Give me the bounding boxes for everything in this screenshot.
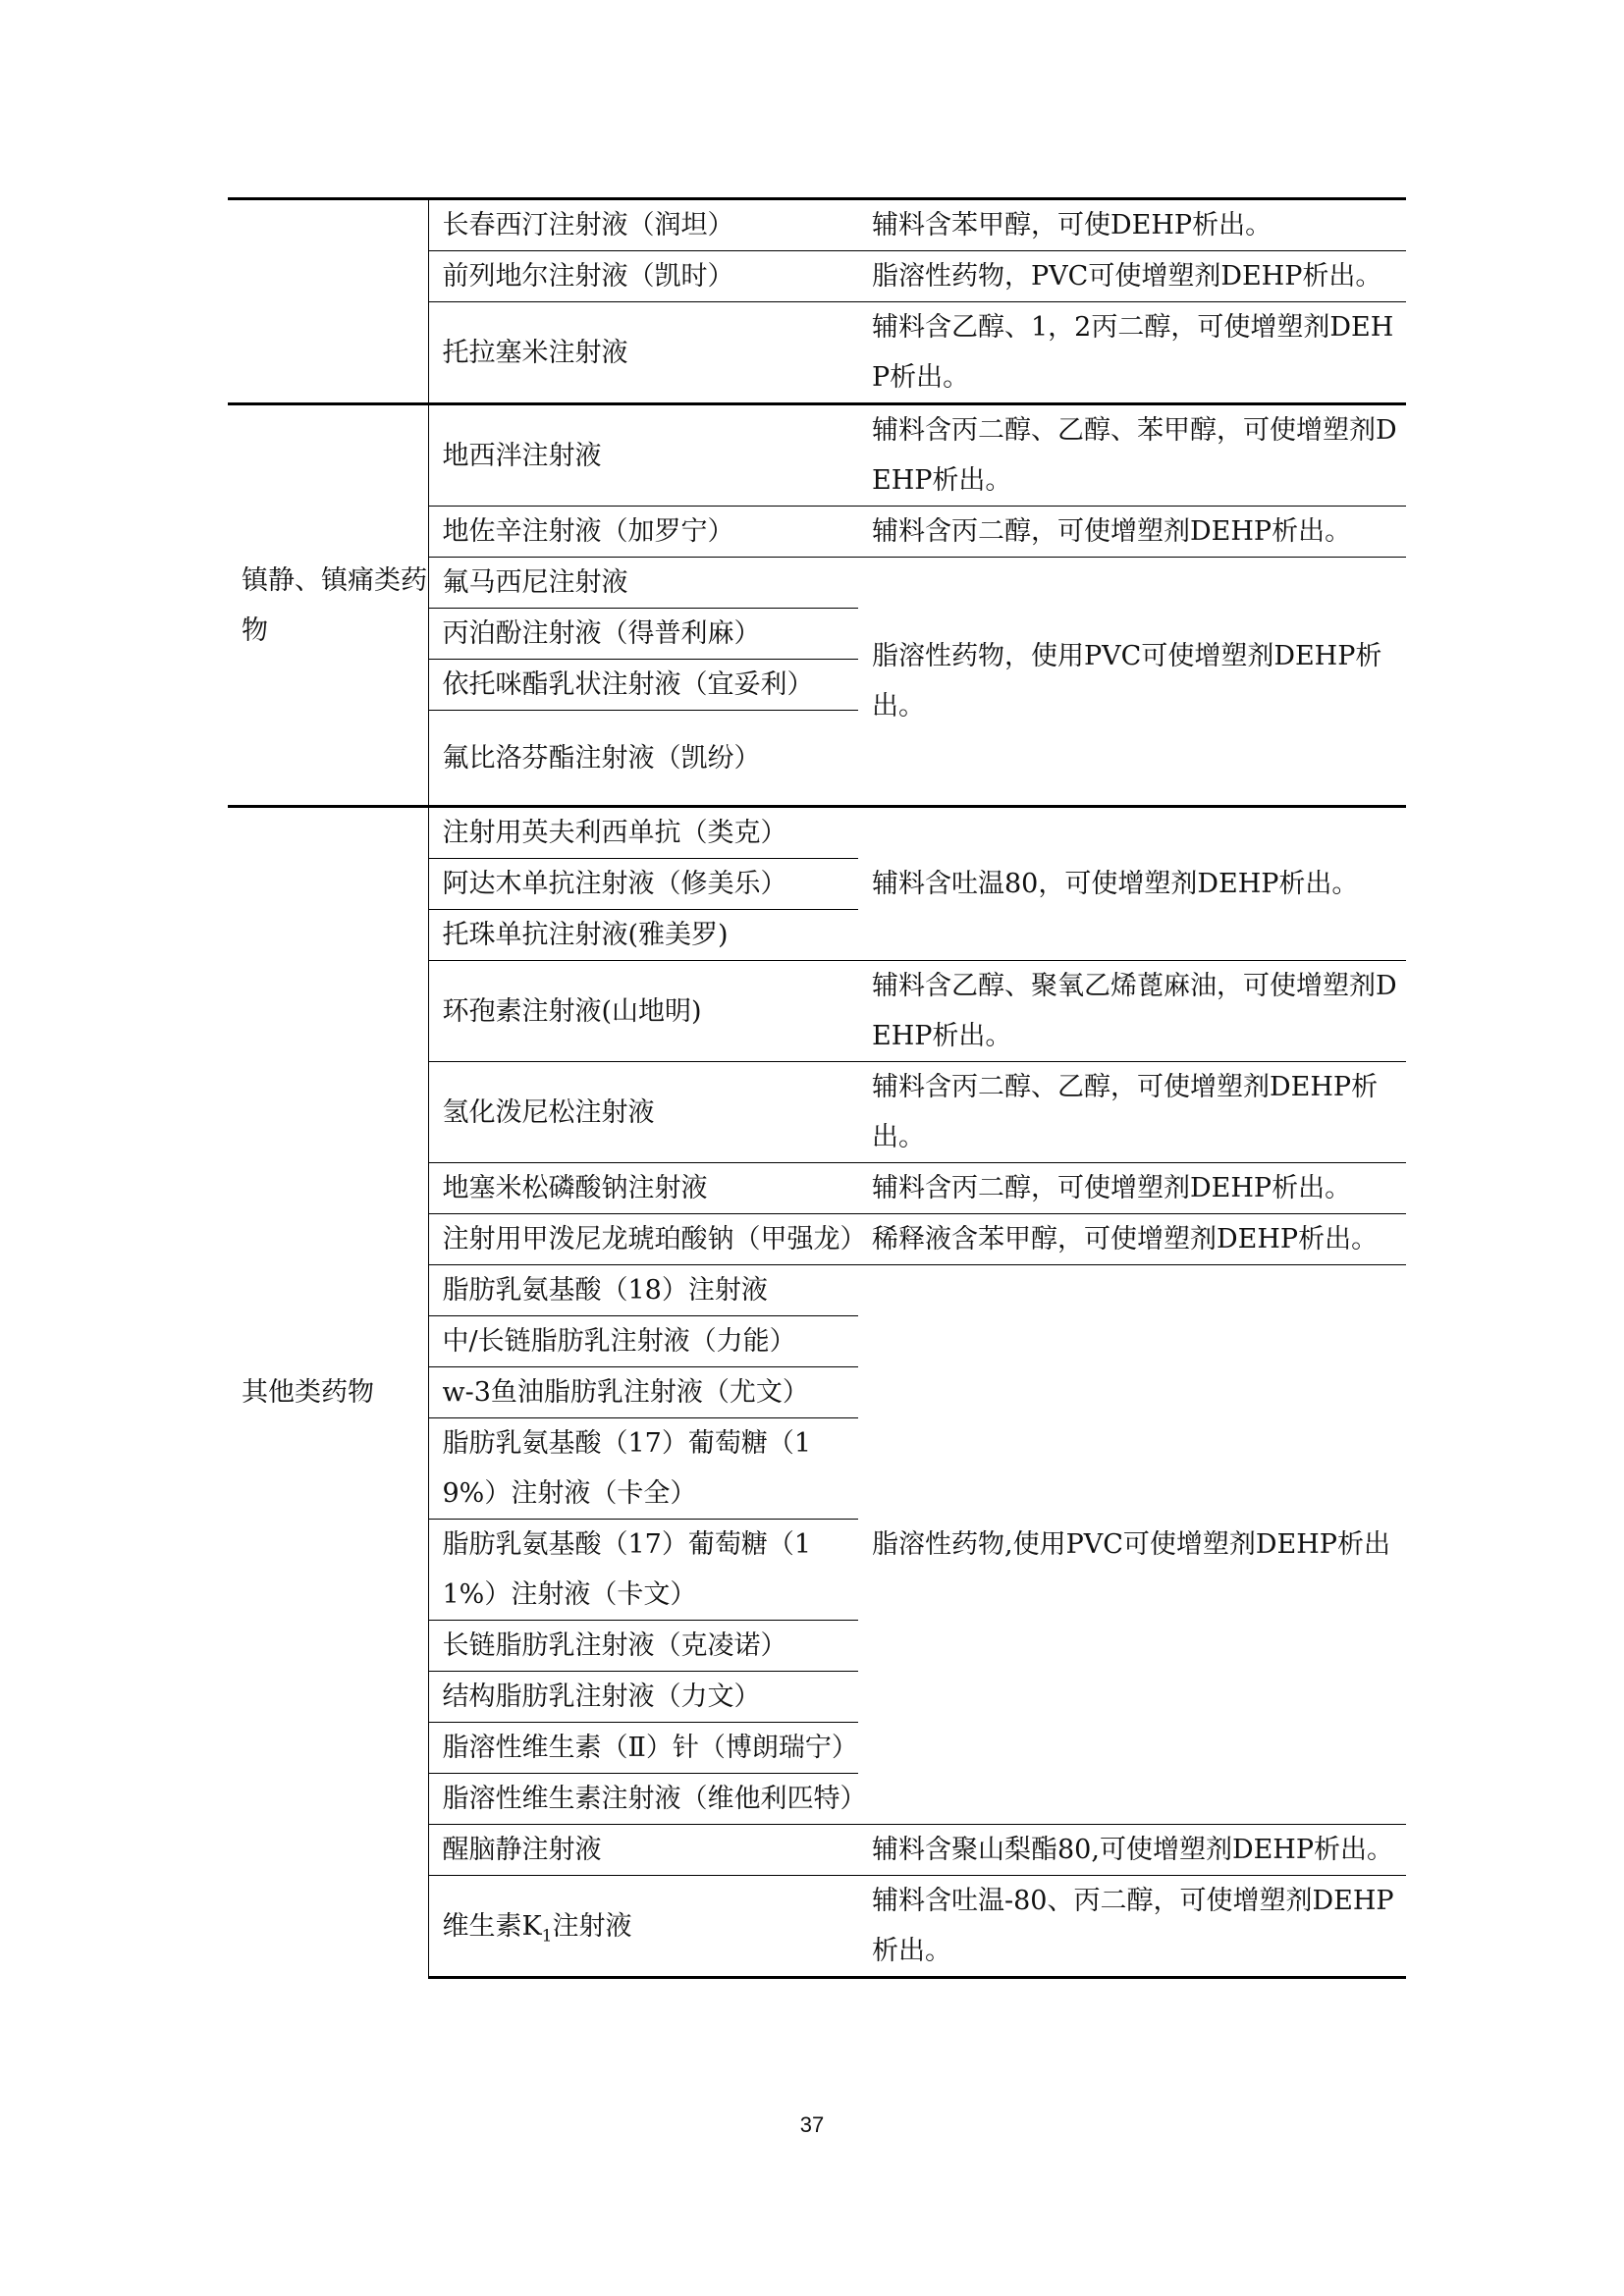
drug-name-cell: 氢化泼尼松注射液 xyxy=(428,1062,858,1163)
note-cell: 辅料含乙醇、聚氧乙烯蓖麻油，可使增塑剂DEHP析出。 xyxy=(858,961,1406,1062)
note-cell: 辅料含丙二醇、乙醇，可使增塑剂DEHP析出。 xyxy=(858,1062,1406,1163)
drug-name-cell: 长春西汀注射液（润坦） xyxy=(428,199,858,251)
note-cell: 辅料含吐温-80、丙二醇，可使增塑剂DEHP析出。 xyxy=(858,1876,1406,1978)
category-cell: 镇静、镇痛类药物 xyxy=(228,404,428,807)
table-row xyxy=(228,199,1406,251)
note-cell: 辅料含乙醇、1，2丙二醇，可使增塑剂DEHP析出。 xyxy=(858,302,1406,404)
drug-name-cell: 阿达木单抗注射液（修美乐） xyxy=(428,859,858,910)
note-cell: 脂溶性药物，使用PVC可使增塑剂DEHP析出。 xyxy=(858,558,1406,807)
category-cell: 其他类药物 xyxy=(228,807,428,1978)
table-row xyxy=(228,807,1406,859)
drug-name-cell: 中/长链脂肪乳注射液（力能） xyxy=(428,1316,858,1367)
drug-name-cell: 注射用甲泼尼龙琥珀酸钠（甲强龙） xyxy=(428,1214,858,1265)
drug-name-cell: 托拉塞米注射液 xyxy=(428,302,858,404)
drug-name-cell: 地塞米松磷酸钠注射液 xyxy=(428,1163,858,1214)
drug-name-cell: w-3鱼油脂肪乳注射液（尤文） xyxy=(428,1367,858,1418)
drug-name-cell: 脂肪乳氨基酸（17）葡萄糖（11%）注射液（卡文） xyxy=(428,1520,858,1621)
drug-name-cell: 脂肪乳氨基酸（18）注射液 xyxy=(428,1265,858,1316)
note-cell: 辅料含丙二醇，可使增塑剂DEHP析出。 xyxy=(858,1163,1406,1214)
drug-name-cell: 托珠单抗注射液(雅美罗) xyxy=(428,910,858,961)
drug-name-cell: 氟比洛芬酯注射液（凯纷） xyxy=(428,711,858,807)
note-cell: 辅料含苯甲醇，可使DEHP析出。 xyxy=(858,199,1406,251)
drug-table xyxy=(228,197,1406,1979)
drug-name-cell: 前列地尔注射液（凯时） xyxy=(428,251,858,302)
drug-name-cell: 氟马西尼注射液 xyxy=(428,558,858,609)
drug-name-cell: 地佐辛注射液（加罗宁） xyxy=(428,507,858,558)
drug-name-suffix: 注射液 xyxy=(552,1910,632,1942)
drug-name-subscript: 1 xyxy=(541,1925,553,1946)
drug-name-cell: 脂溶性维生素注射液（维他利匹特） xyxy=(428,1774,858,1825)
note-cell: 脂溶性药物,使用PVC可使增塑剂DEHP析出 xyxy=(858,1265,1406,1825)
page-number: 37 xyxy=(799,2112,825,2137)
drug-name-cell: 丙泊酚注射液（得普利麻） xyxy=(428,609,858,660)
table-row xyxy=(228,404,1406,507)
note-cell: 稀释液含苯甲醇，可使增塑剂DEHP析出。 xyxy=(858,1214,1406,1265)
drug-name-cell xyxy=(428,1876,858,1978)
drug-name-cell: 醒脑静注射液 xyxy=(428,1825,858,1876)
drug-name-cell: 结构脂肪乳注射液（力文） xyxy=(428,1672,858,1723)
drug-name-cell: 注射用英夫利西单抗（类克） xyxy=(428,807,858,859)
note-cell: 辅料含吐温80，可使增塑剂DEHP析出。 xyxy=(858,807,1406,961)
drug-name-cell: 地西泮注射液 xyxy=(428,404,858,507)
note-cell: 辅料含聚山梨酯80,可使增塑剂DEHP析出。 xyxy=(858,1825,1406,1876)
drug-name-prefix: 维生素K xyxy=(442,1910,542,1942)
note-cell: 辅料含丙二醇、乙醇、苯甲醇，可使增塑剂DEHP析出。 xyxy=(858,404,1406,507)
drug-name-cell: 依托咪酯乳状注射液（宜妥利） xyxy=(428,660,858,711)
drug-name-cell: 脂肪乳氨基酸（17）葡萄糖（19%）注射液（卡全） xyxy=(428,1418,858,1520)
drug-name-cell: 长链脂肪乳注射液（克凌诺） xyxy=(428,1621,858,1672)
drug-name-cell: 脂溶性维生素（Ⅱ）针（博朗瑞宁） xyxy=(428,1723,858,1774)
drug-name-cell: 环孢素注射液(山地明) xyxy=(428,961,858,1062)
note-cell: 辅料含丙二醇，可使增塑剂DEHP析出。 xyxy=(858,507,1406,558)
category-cell xyxy=(228,199,428,404)
note-cell: 脂溶性药物，PVC可使增塑剂DEHP析出。 xyxy=(858,251,1406,302)
